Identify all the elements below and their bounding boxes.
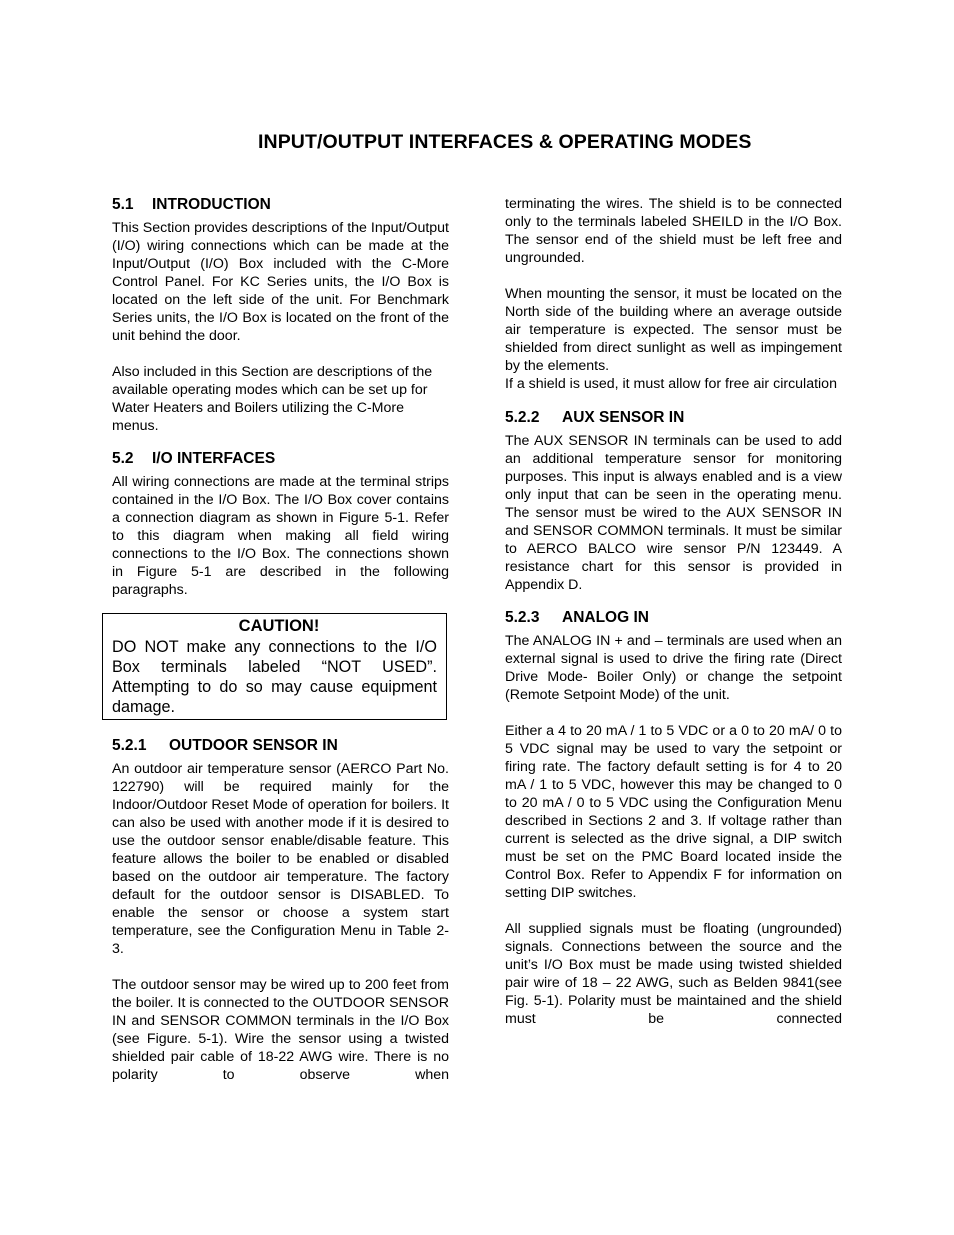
paragraph: All supplied signals must be floating (ungrounded) signals. Connections between the source and the unit’s I/O Box must be made using twisted shielded pair wire of 18 – 22 AWG, such as Belden 9841(see Fig. 5-1). Polarity must be maintained and the shield must be connected (505, 921, 842, 1027)
paragraph: Either a 4 to 20 mA / 1 to 5 VDC or a 0 to 20 mA/ 0 to 5 VDC signal may be used to vary the setpoint or firing rate. The factory default setting is for 4 to 20 mA / 1 to 5 VDC, however this may be changed to 0 to 20 mA / 0 to 5 VDC using the Configuration Menu described in Sections 2 and 3. If voltage rather than current is selected as the drive signal, a DIP switch must be set on the PMC Board located inside the Control Box. Refer to Appendix F for information on setting DIP switches. (505, 723, 842, 901)
section-number: 5.2.2 (505, 409, 540, 426)
paragraph: Also included in this Section are descriptions of the available operating modes which can be set up for Water Heaters and Boilers utilizing the C-More menus. (112, 364, 433, 434)
section-number: 5.1 (112, 196, 134, 213)
section-number: 5.2.3 (505, 609, 540, 626)
caution-text: DO NOT make any connections to the I/O Box terminals labeled “NOT USED”. Attempting to do so may cause equipment damage. (112, 638, 437, 716)
section-heading-5-2-2 (505, 408, 842, 428)
paragraph: terminating the wires. The shield is to be connected only to the terminals labeled SHEILD in the I/O Box. The sensor end of the shield must be left free and ungrounded. (505, 196, 842, 266)
section-number: 5.2.1 (112, 737, 147, 754)
page-title: INPUT/OUTPUT INTERFACES & OPERATING MODES (258, 131, 752, 153)
paragraph: The outdoor sensor may be wired up to 200 feet from the boiler. It is connected to the OUTDOOR SENSOR IN and SENSOR COMMON terminals in the I/O Box (see Figure. 5-1). Wire the sensor using a twisted shielded pair cable of 18-22 AWG wire. There is no polarity to observe when (112, 977, 449, 1083)
section-heading-5-2-3 (505, 608, 842, 628)
section-title: OUTDOOR SENSOR IN (169, 737, 338, 754)
paragraph: If a shield is used, it must allow for free air circulation (505, 376, 837, 392)
paragraph: The AUX SENSOR IN terminals can be used to add an additional temperature sensor for monitoring purposes. This input is always enabled and is a view only input that can be seen in the operating menu. The sensor must be wired to the AUX SENSOR IN and SENSOR COMMON terminals. It must be similar to AERCO BALCO wire sensor P/N 123449. A resistance chart for this sensor is provided in Appendix D. (505, 433, 842, 593)
section-heading-5-2-1 (112, 736, 449, 756)
section-heading-5-2 (112, 449, 449, 469)
section-heading-5-1 (112, 195, 449, 215)
section-title: ANALOG IN (562, 609, 649, 626)
section-number: 5.2 (112, 450, 134, 467)
paragraph: The ANALOG IN + and – terminals are used when an external signal is used to drive the firing rate (Direct Drive Mode- Boiler Only) or change the setpoint (Remote Setpoint Mode) of the unit. (505, 633, 842, 703)
paragraph: All wiring connections are made at the terminal strips contained in the I/O Box. The I/O Box cover contains a connection diagram as shown in Figure 5-1. Refer to this diagram when making all field wiring connections to the I/O Box. The connections shown in Figure 5-1 are described in the following paragraphs. (112, 474, 449, 598)
section-title: I/O INTERFACES (152, 450, 276, 467)
section-title: AUX SENSOR IN (562, 409, 685, 426)
left-column (112, 195, 449, 1084)
section-title: INTRODUCTION (152, 196, 271, 213)
right-column (505, 195, 842, 1028)
paragraph: This Section provides descriptions of the Input/Output (I/O) wiring connections which can be made at the Input/Output (I/O) Box included with the C-More Control Panel. For KC Series units, the I/O Box is located on the left side of the unit. For Benchmark Series units, the I/O Box is located on the front of the unit behind the door. (112, 220, 449, 344)
paragraph: When mounting the sensor, it must be located on the North side of the building where an average outside air temperature is expected. The sensor must be shielded from direct sunlight as well as impingement by the elements. (505, 286, 842, 374)
caution-box (102, 613, 447, 720)
paragraph: An outdoor air temperature sensor (AERCO Part No. 122790) will be required mainly for the Indoor/Outdoor Reset Mode of operation for boilers. It can also be used with another mode if it is desired to use the outdoor sensor enable/disable feature. This feature allows the boiler to be enabled or disabled based on the outdoor air temperature. The factory default for the outdoor sensor is DISABLED. To enable the sensor or choose a system start temperature, see the Configuration Menu in Table 2-3. (112, 761, 449, 957)
caution-title: CAUTION! (238, 617, 320, 635)
